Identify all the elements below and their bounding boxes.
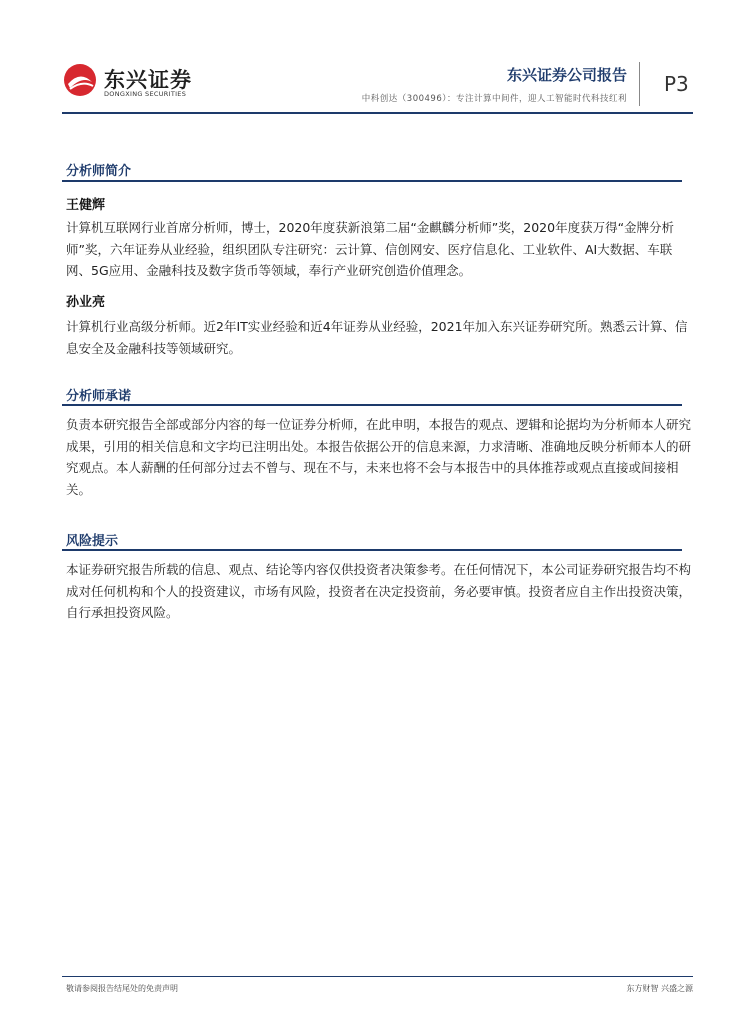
header-rule xyxy=(62,112,693,114)
analyst-bio: 计算机互联网行业首席分析师，博士，2020年度获新浪第二届“金麒麟分析师”奖，2020年度获万得“金牌分析师”奖，六年证券从业经验，组织团队专注研究：云计算、信创网安、医疗信息化、工业软件、AI大数据、车联网、5G应用、金融科技及数字货币等领域，奉行产业研究创造价值理念。 xyxy=(66,220,675,278)
risk-text: 本证券研究报告所载的信息、观点、结论等内容仅供投资者决策参考。在任何情况下，本公司证券研究报告均不构成对任何机构和个人的投资建议，市场有风险，投资者在决定投资前，务必要审慎。投资者应自主作出投资决策，自行承担投资风险。 xyxy=(66,562,692,620)
page-header xyxy=(0,0,755,120)
commitment-text: 负责本研究报告全部或部分内容的每一位证券分析师，在此申明，本报告的观点、逻辑和论据均为分析师本人研究成果，引用的相关信息和文字均已注明出处。本报告依据公开的信息来源，力求清晰、准确地反映分析师本人的研究观点。本人薪酬的任何部分过去不曾与、现在不与，未来也将不会与本报告中的具体推荐或观点直接或间接相关。 xyxy=(66,417,692,497)
header-separator xyxy=(639,62,640,106)
analyst-bio: 计算机行业高级分析师。近2年IT实业经验和近4年证券从业经验，2021年加入东兴证券研究所。熟悉云计算、信息安全及金融科技等领域研究。 xyxy=(66,319,688,356)
section-title-risk: 风险提示 xyxy=(66,534,119,549)
footer-rule xyxy=(62,976,693,977)
logo-text-en: DONGXING SECURITIES xyxy=(104,90,187,98)
report-brand-title: 东兴证券公司报告 xyxy=(506,66,627,84)
page-number: P3 xyxy=(664,72,689,96)
report-subtitle: 中科创达（300496）：专注计算中间件，迎人工智能时代科技红利 xyxy=(361,94,627,104)
analyst-name: 王健辉 xyxy=(66,198,106,213)
logo-mark-icon xyxy=(62,62,102,102)
section-rule xyxy=(62,549,682,551)
analyst-name: 孙业亮 xyxy=(66,295,106,310)
section-rule xyxy=(62,180,682,182)
company-logo xyxy=(62,62,222,102)
section-title-commitment: 分析师承诺 xyxy=(66,389,132,404)
footer-slogan: 东方财智 兴盛之源 xyxy=(626,984,693,993)
section-title-analyst-intro: 分析师简介 xyxy=(66,164,132,179)
logo-text-cn: 东兴证券 xyxy=(104,68,192,92)
section-rule xyxy=(62,404,682,406)
footer-disclaimer-note: 敬请参阅报告结尾处的免责声明 xyxy=(66,984,178,993)
